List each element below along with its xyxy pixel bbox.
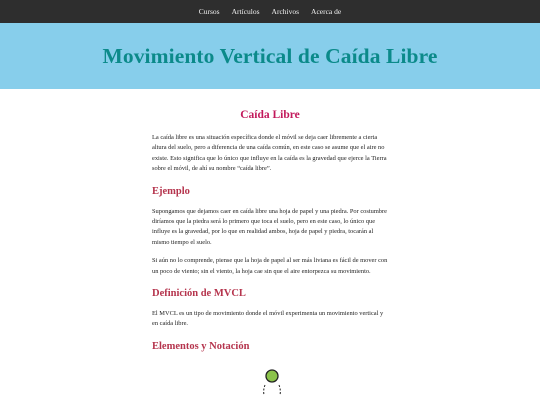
intro-paragraph: La caída libre es una situación específica donde el móvil se deja caer libremente a cierta altura del suelo, pero a diferencia de una caída común, en este caso se asume que el aire no existe. Esto significa que lo único que influye en la caída es la gravedad que ejerce la Tierra sobre el móvil, de ahí su nombre “caída libre”. [152, 134, 387, 173]
nav-link-archivos[interactable]: Archivos [271, 7, 300, 16]
nav-link-acerca-de[interactable]: Acerca de [311, 7, 342, 16]
falling-ball-icon [252, 368, 292, 398]
falling-ball-figure [152, 362, 388, 392]
hero-banner [0, 23, 540, 89]
section-heading-ejemplo: Ejemplo [152, 185, 190, 197]
example-paragraph-1: Supongamos que dejamos caer en caída libre una hoja de papel y una piedra. Por costumbre diríamos que la piedra será lo primero que toca el suelo, pero en este caso, lo único que influye es la gravedad, por lo que en realidad ambos, hoja de papel y piedra, tocarán al mismo tiempo el suelo. [152, 207, 387, 246]
nav-link-articulos[interactable]: Artículos [231, 7, 260, 16]
nav-link-cursos[interactable]: Cursos [198, 7, 220, 16]
section-heading-caida-libre: Caída Libre [240, 109, 300, 121]
definition-paragraph: El MVCL es un tipo de movimiento donde el móvil experimenta un movimiento vertical y en caída libre. [152, 310, 384, 328]
example-paragraph-2: Si aún no lo comprende, piense que la hoja de papel al ser más liviana es fácil de mover con un poco de viento; sin el viento, la hoja cae sin que el aire entorpezca su movimiento. [152, 257, 388, 275]
page-title: Movimiento Vertical de Caída Libre [102, 43, 438, 68]
section-heading-definicion: Definición de MVCL [152, 288, 246, 300]
section-heading-elementos: Elementos y Notación [152, 340, 250, 352]
top-nav [0, 0, 540, 23]
article-content [152, 89, 388, 392]
